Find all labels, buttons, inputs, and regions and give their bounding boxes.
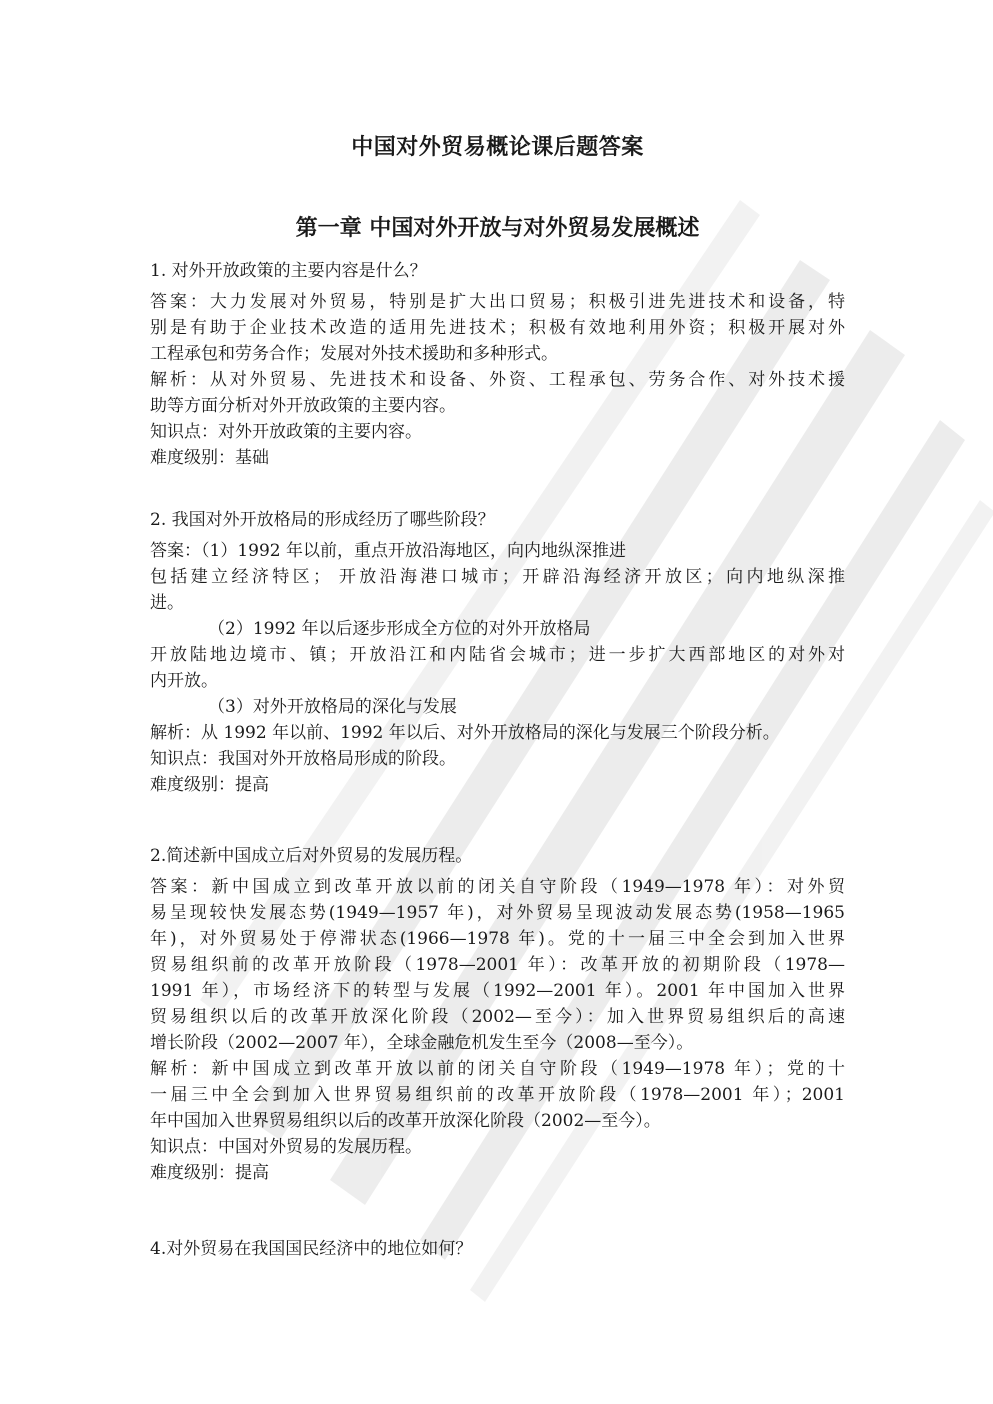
chapter-title: 第一章 中国对外开放与对外贸易发展概述 [295,216,700,241]
difficulty-level: 难度级别：提高 [150,1163,269,1183]
answer-line: 1991 年），市场经济下的转型与发展（1992—2001 年）。2001 年中国加入世界 [150,981,845,1001]
answer-line: 贸易组织以后的改革开放深化阶段（2002—至今）：加入世界贸易组织后的高速 [150,1007,845,1027]
question-1 [150,258,845,284]
answer-line: 答案：（1）1992 年以前，重点开放沿海地区，向内地纵深推进 [150,541,626,561]
knowledge-point: 知识点：中国对外贸易的发展历程。 [150,1137,422,1157]
question-3-text: 2.简述新中国成立后对外贸易的发展历程。 [150,846,473,866]
analysis-line: 一届三中全会到加入世界贸易组织前的改革开放阶段（1978—2001 年）；2001 [150,1085,845,1105]
question-2-text: 2. 我国对外开放格局的形成经历了哪些阶段？ [150,510,495,530]
answer-line: 内开放。 [150,671,218,691]
stage-heading: （3）对外开放格局的深化与发展 [208,697,457,717]
answer-line: 年)，对外贸易处于停滞状态(1966—1978 年)。党的十一届三中全会到加入世界 [150,929,845,949]
question-1-text: 1. 对外开放政策的主要内容是什么？ [150,261,427,281]
difficulty-level: 难度级别：基础 [150,448,269,468]
knowledge-point: 知识点：我国对外开放格局形成的阶段。 [150,749,456,769]
answer-line: 工程承包和劳务合作；发展对外技术援助和多种形式。 [150,344,558,364]
knowledge-point: 知识点：对外开放政策的主要内容。 [150,422,422,442]
difficulty-level: 难度级别：提高 [150,775,269,795]
analysis-line: 解析：从 1992 年以前、1992 年以后、对外开放格局的深化与发展三个阶段分析。 [150,723,780,743]
answer-line: 增长阶段（2002—2007 年），全球金融危机发生至今（2008—至今）。 [150,1033,694,1053]
question-2 [150,507,845,533]
answer-line: 易呈现较快发展态势(1949—1957 年)，对外贸易呈现波动发展态势(1958—1965 [150,903,845,923]
answer-line: 进。 [150,593,184,613]
analysis-line: 助等方面分析对外开放政策的主要内容。 [150,396,456,416]
answer-line: 答案：大力发展对外贸易，特别是扩大出口贸易；积极引进先进技术和设备，特 [150,292,845,312]
analysis-line: 解析：从对外贸易、先进技术和设备、外资、工程承包、劳务合作、对外技术援 [150,370,845,390]
question-1-answer [150,289,845,471]
answer-line: 包括建立经济特区； 开放沿海港口城市；开辟沿海经济开放区；向内地纵深推 [150,567,845,587]
answer-line: 贸易组织前的改革开放阶段（1978—2001 年）：改革开放的初期阶段（1978— [150,955,845,975]
answer-line: 答案：新中国成立到改革开放以前的闭关自守阶段（1949—1978 年）：对外贸 [150,877,845,897]
question-4 [150,1236,845,1262]
answer-line: 别是有助于企业技术改造的适用先进技术；积极有效地利用外资；积极开展对外 [150,318,845,338]
document-title: 中国对外贸易概论课后题答案 [351,135,644,160]
question-3 [150,843,845,869]
analysis-line: 解析：新中国成立到改革开放以前的闭关自守阶段（1949—1978 年）；党的十 [150,1059,845,1079]
question-2-answer [150,538,845,798]
stage-heading: （2）1992 年以后逐步形成全方位的对外开放格局 [208,619,591,639]
question-4-text: 4.对外贸易在我国国民经济中的地位如何？ [150,1239,473,1259]
question-3-answer [150,874,845,1186]
analysis-line: 年中国加入世界贸易组织以后的改革开放深化阶段（2002—至今）。 [150,1111,661,1131]
answer-line: 开放陆地边境市、镇；开放沿江和内陆省会城市；进一步扩大西部地区的对外对 [150,645,845,665]
